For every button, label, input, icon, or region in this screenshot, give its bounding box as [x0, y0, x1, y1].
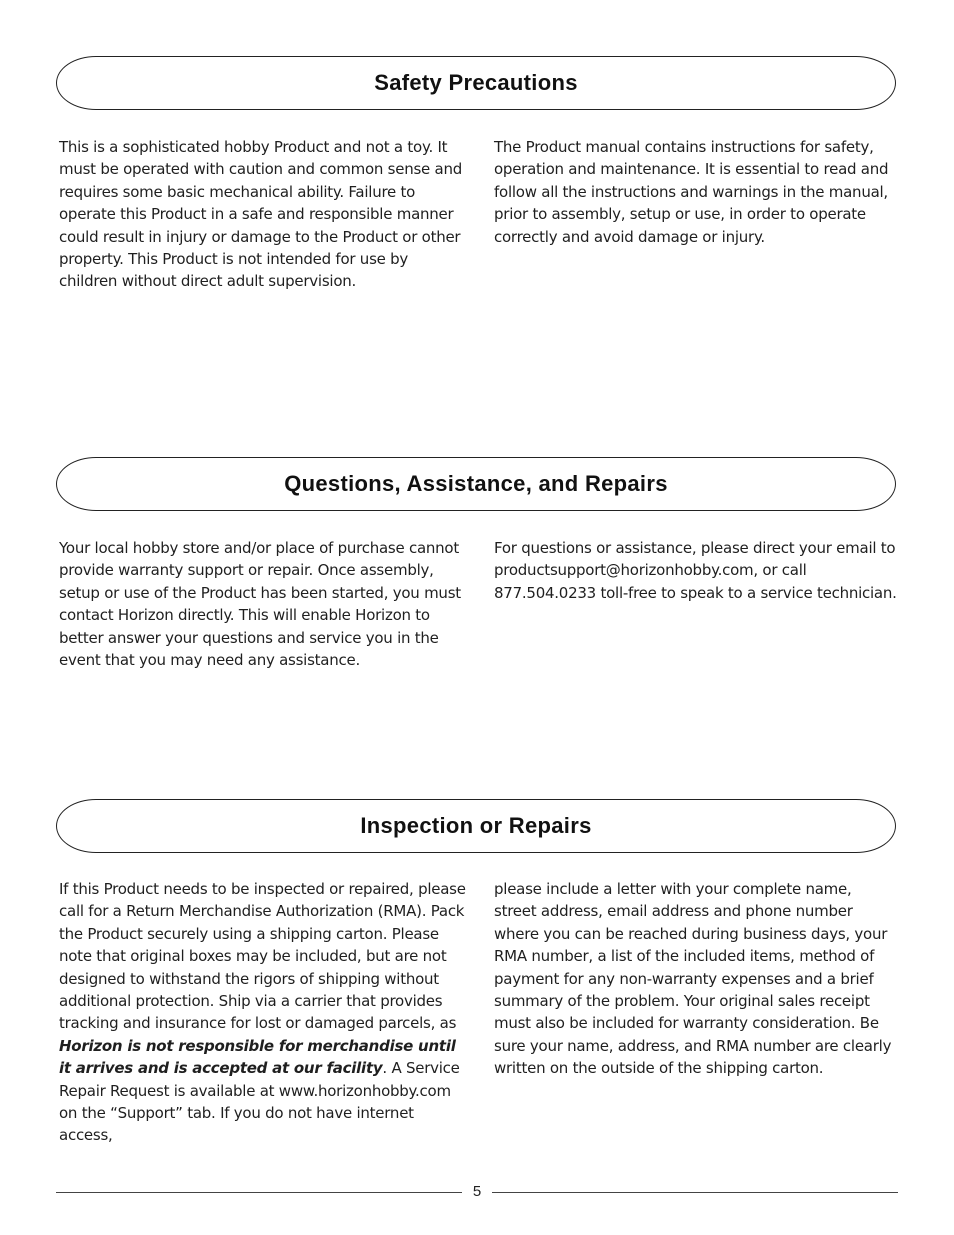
inspection-text-after: . A Service Repair Request is available at www.horizonhobby.com on the “Support” tab. If you do not have internet access, — [59, 1059, 460, 1145]
inspection-left-paragraph — [59, 878, 469, 1147]
section-title: Questions, Assistance, and Repairs — [284, 471, 668, 496]
questions-left-paragraph: Your local hobby store and/or place of purchase cannot provide warranty support or repair. Once assembly, setup or use of the Product has been started, you must contact Horizon directly. This will enable Horizon to better answer your questions and service you in the event that you may need any assistance. — [59, 539, 461, 670]
inspection-emphasis: Horizon is not responsible for merchandise until it arrives and is accepted at our facility — [59, 1036, 456, 1078]
footer-rule-right — [492, 1192, 898, 1193]
footer-rule-left — [56, 1192, 462, 1193]
inspection-right-paragraph: please include a letter with your complete name, street address, email address and phone number where you can be reached during business days, your RMA number, a list of the included items, method of payment for any non-warranty expenses and a brief summary of the problem. Your original sales receipt must also be included for warranty consideration. Be sure your name, address, and RMA number are clearly written on the outside of the shipping carton. — [494, 880, 892, 1078]
page-number: 5 — [472, 1183, 482, 1200]
section-header-inspection — [56, 799, 896, 853]
safety-left-paragraph: This is a sophisticated hobby Product and not a toy. It must be operated with caution and common sense and requires some basic mechanical ability. Failure to operate this Product in a safe and responsible manner could result in injury or damage to the Product or other property. This Product is not intended for use by children without direct adult supervision. — [59, 138, 462, 291]
questions-right-paragraph: For questions or assistance, please direct your email to productsupport@horizonhobby.com, or call 877.504.0233 toll-free to speak to a service technician. — [494, 539, 897, 602]
section-header-questions — [56, 457, 896, 511]
safety-right-paragraph: The Product manual contains instructions for safety, operation and maintenance. It is essential to read and follow all the instructions and warnings in the manual, prior to assembly, setup or use, in order to operate correctly and avoid damage or injury. — [494, 138, 889, 246]
inspection-text-before: If this Product needs to be inspected or repaired, please call for a Return Merchandise Authorization (RMA). Pack the Product securely using a shipping carton. Please note that original boxes may be included, but are not designed to withstand the rigors of shipping without additional protection. Ship via a carrier that provides tracking and insurance for lost or damaged parcels, as — [59, 880, 466, 1033]
section-header-safety — [56, 56, 896, 110]
section-title: Inspection or Repairs — [360, 813, 592, 838]
section-title: Safety Precautions — [374, 70, 578, 95]
